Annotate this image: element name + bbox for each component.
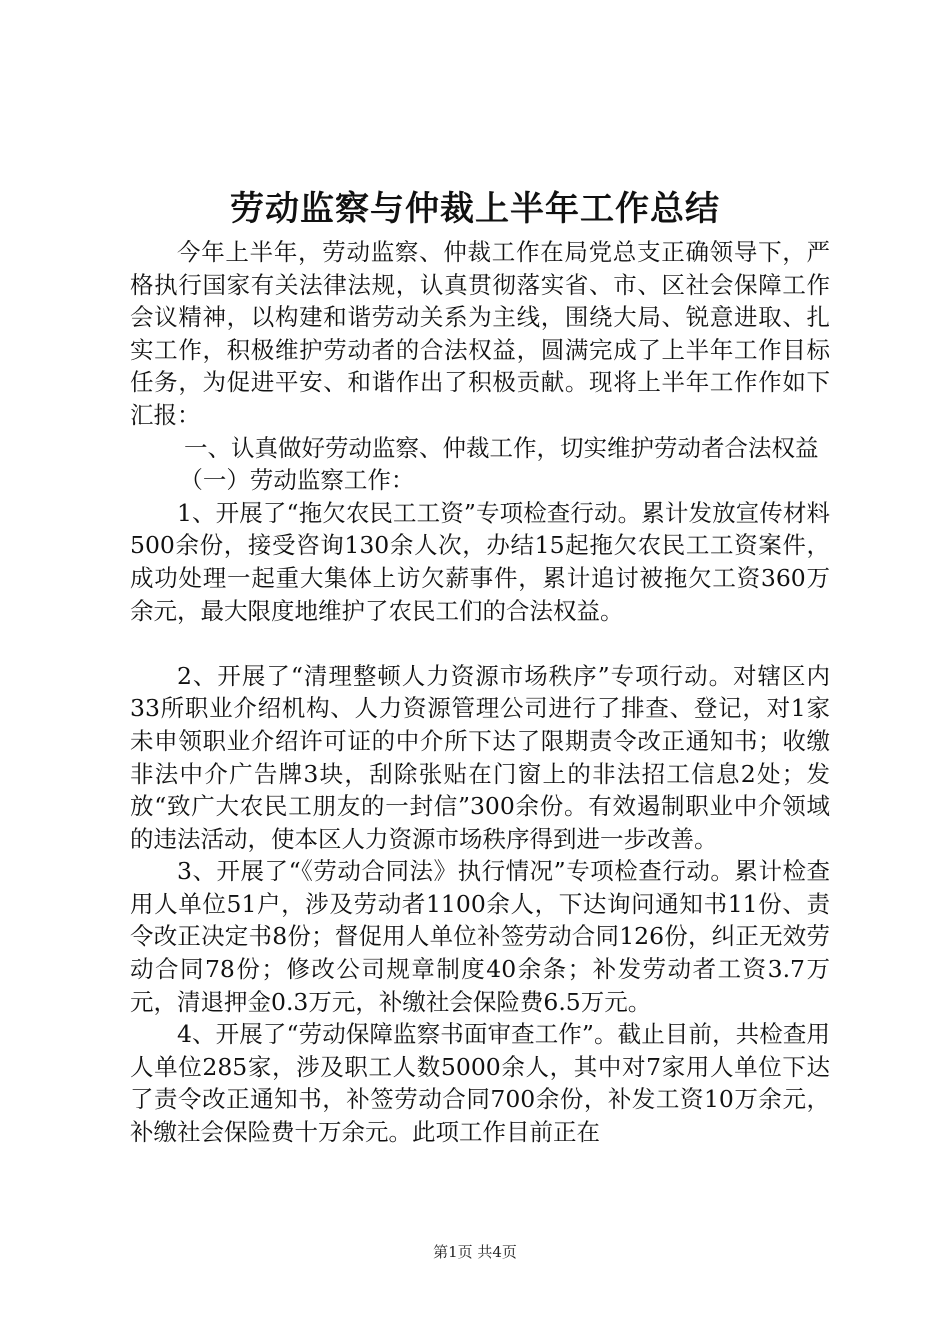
section-heading: 一、认真做好劳动监察、仲裁工作，切实维护劳动者合法权益 (184, 433, 819, 462)
page-number-footer: 第1页 共4页 (433, 1243, 517, 1261)
item-paragraph-2: 2、开展了“清理整顿人力资源市场秩序”专项行动。对辖区内33所职业介绍机构、人力资源管理公司进行了排查、登记，对1家未申领职业介绍许可证的中介所下达了限期责令改正通知书；收缴非法中介广告牌3块，刮除张贴在门窗上的非法招工信息2处；发放“致广大农民工朋友的一封信”300余份。有效遏制职业中介领域的违法活动，使本区人力资源市场秩序得到进一步改善。 (130, 661, 830, 853)
item-paragraph-3: 3、开展了“《劳动合同法》执行情况”专项检查行动。累计检查用人单位51户，涉及劳动者1100余人，下达询问通知书11份、责令改正决定书8份；督促用人单位补签劳动合同126份，纠正无效劳动合同78份；修改公司规章制度40余条；补发劳动者工资3.7万元，清退押金0.3万元，补缴社会保险费6.5万元。 (130, 857, 830, 1016)
document-title: 劳动监察与仲裁上半年工作总结 (230, 189, 720, 229)
blank-line (130, 627, 830, 660)
document-body (130, 236, 830, 1149)
intro-paragraph: 今年上半年，劳动监察、仲裁工作在局党总支正确领导下，严格执行国家有关法律法规，认真贯彻落实省、市、区社会保障工作会议精神，以构建和谐劳动关系为主线，围绕大局、锐意进取、扎实工作，积极维护劳动者的合法权益，圆满完成了上半年工作目标任务，为促进平安、和谐作出了积极贡献。现将上半年工作作如下汇报： (130, 238, 830, 429)
item-paragraph-1: 1、开展了“拖欠农民工工资”专项检查行动。累计发放宣传材料500余份，接受咨询130余人次，办结15起拖欠农民工工资案件，成功处理一起重大集体上访欠薪事件，累计追讨被拖欠工资360万余元，最大限度地维护了农民工们的合法权益。 (130, 498, 830, 625)
subsection-heading: （一）劳动监察工作： (179, 466, 415, 495)
item-paragraph-4: 4、开展了“劳动保障监察书面审查工作”。截止目前，共检查用人单位285家，涉及职工人数5000余人，其中对7家用人单位下达了责令改正通知书，补签劳动合同700余份，补发工资10万余元，补缴社会保险费十万余元。此项工作目前正在 (130, 1020, 830, 1147)
